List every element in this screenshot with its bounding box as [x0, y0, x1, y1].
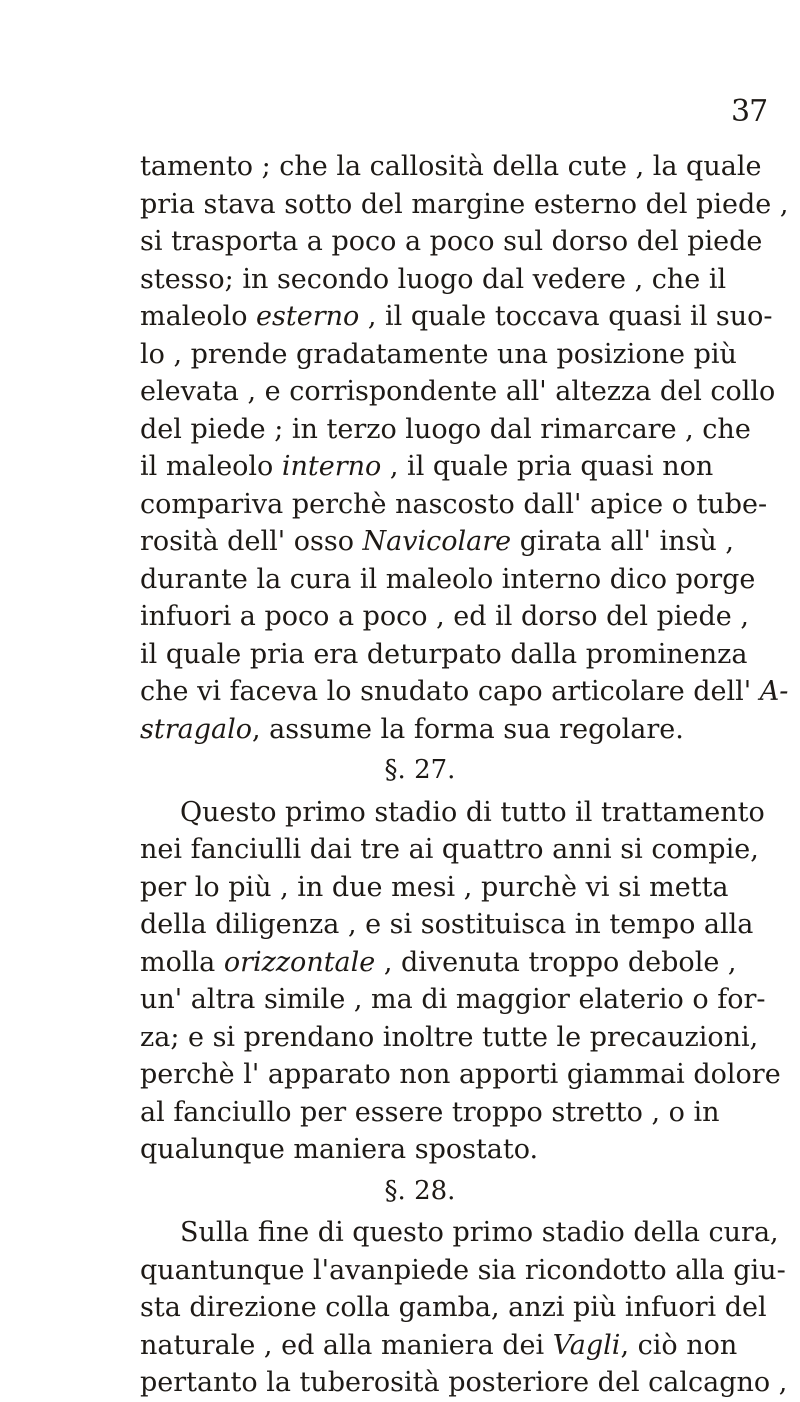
italic-term: interno — [281, 451, 382, 482]
text-line — [140, 981, 766, 1019]
text-line — [140, 1019, 759, 1057]
text-line — [140, 223, 763, 261]
text-line — [140, 831, 759, 869]
text-run: quantunque l'avanpiede sia ricondotto alla giu- — [140, 1254, 786, 1286]
section-heading-27: §. 27. — [384, 755, 456, 785]
italic-term: esterno — [256, 301, 360, 332]
text-run: pertanto la tuberosità posteriore del calcagno , — [140, 1367, 788, 1398]
text-run: , il quale pria quasi non — [381, 451, 714, 482]
text-line — [140, 598, 749, 636]
text-run: del piede ; in terzo luogo dal rimarcare , che — [140, 413, 751, 445]
text-line — [140, 673, 789, 711]
text-run: , ciò non — [620, 1329, 738, 1361]
text-run: , il quale toccava quasi il suo- — [359, 301, 773, 332]
text-line — [140, 906, 754, 944]
text-run: rosità dell' osso — [140, 526, 363, 557]
text-line — [140, 944, 737, 982]
text-run: che vi faceva lo snudato capo articolare dell' — [140, 676, 760, 707]
text-line — [140, 1327, 738, 1365]
text-line — [140, 1094, 720, 1132]
text-run: za; e si prendano inoltre tutte le precauzioni, — [140, 1021, 759, 1053]
text-run: al fanciullo per essere troppo stretto , o in — [140, 1096, 720, 1128]
text-line — [140, 448, 714, 486]
text-run: perchè l' apparato non apporti giammai dolore — [140, 1059, 781, 1090]
text-run: si trasporta a poco a poco sul dorso del piede — [140, 226, 763, 257]
text-line — [140, 711, 700, 749]
text-run: naturale , ed alla maniera dei — [140, 1329, 553, 1361]
text-line — [140, 1131, 700, 1169]
text-run: , divenuta troppo debole , — [375, 946, 737, 978]
text-line — [140, 373, 776, 411]
italic-term: Navicolare — [362, 526, 512, 557]
text-run: durante la cura il maleolo interno dico porge — [140, 563, 756, 595]
text-run: stesso; in secondo luogo dal vedere , che il — [140, 263, 727, 295]
text-line — [140, 261, 727, 299]
page-number: 37 — [731, 94, 768, 129]
italic-term: orizzontale — [223, 946, 376, 978]
text-run: infuori a poco a poco , ed il dorso del piede , — [140, 601, 749, 632]
text-line — [140, 186, 789, 224]
text-run: pria stava sotto del margine esterno del piede , — [140, 188, 789, 220]
section-heading-28: §. 28. — [384, 1175, 456, 1206]
paragraph-1 — [140, 148, 789, 748]
text-run: nei fanciulli dai tre ai quattro anni si compie, — [140, 834, 759, 865]
text-line — [140, 148, 762, 186]
text-line — [140, 1364, 788, 1402]
text-line — [140, 794, 765, 832]
text-run: qualunque maniera spostato. — [140, 1134, 539, 1165]
text-line — [140, 298, 773, 336]
italic-term: Vagli — [552, 1329, 621, 1361]
text-run: il maleolo — [140, 451, 282, 482]
text-run: per lo più , in due mesi , purchè vi si metta — [140, 871, 729, 903]
text-line — [140, 486, 768, 524]
italic-term: stragalo — [140, 713, 252, 745]
text-run: molla — [140, 946, 224, 978]
text-run: un' altra simile , ma di maggior elaterio o for- — [140, 984, 766, 1015]
text-line — [140, 561, 756, 599]
text-line — [140, 1289, 767, 1327]
text-run: della diligenza , e si sostituisca in tempo alla — [140, 909, 754, 940]
text-line — [140, 523, 734, 561]
text-line — [140, 1214, 779, 1252]
text-run: compariva perchè nascosto dall' apice o tube- — [140, 488, 768, 520]
text-line — [140, 869, 729, 907]
paragraph-3 — [140, 1214, 788, 1402]
text-line — [140, 411, 751, 449]
text-run: maleolo — [140, 301, 257, 332]
italic-term: A- — [759, 676, 789, 707]
text-line — [140, 1056, 781, 1094]
text-run: il quale pria era deturpato dalla prominenza — [140, 638, 748, 670]
text-run: elevata , e corrispondente all' altezza del collo — [140, 376, 776, 407]
body-text — [140, 148, 789, 1402]
text-run: girata all' insù , — [511, 526, 734, 557]
text-run: Sulla fine di questo primo stadio della cura, — [180, 1217, 779, 1248]
text-run: lo , prende gradatamente una posizione più — [140, 338, 737, 370]
text-run: , assume la forma sua regolare. — [251, 713, 684, 745]
text-line — [140, 636, 748, 674]
text-run: tamento ; che la callosità della cute , la quale — [140, 151, 762, 182]
text-run: Questo primo stadio di tutto il trattamento — [180, 796, 765, 828]
text-run: sta direzione colla gamba, anzi più infuori del — [140, 1292, 767, 1323]
paragraph-2 — [140, 794, 781, 1169]
text-line — [140, 336, 737, 374]
text-line — [140, 1252, 786, 1290]
